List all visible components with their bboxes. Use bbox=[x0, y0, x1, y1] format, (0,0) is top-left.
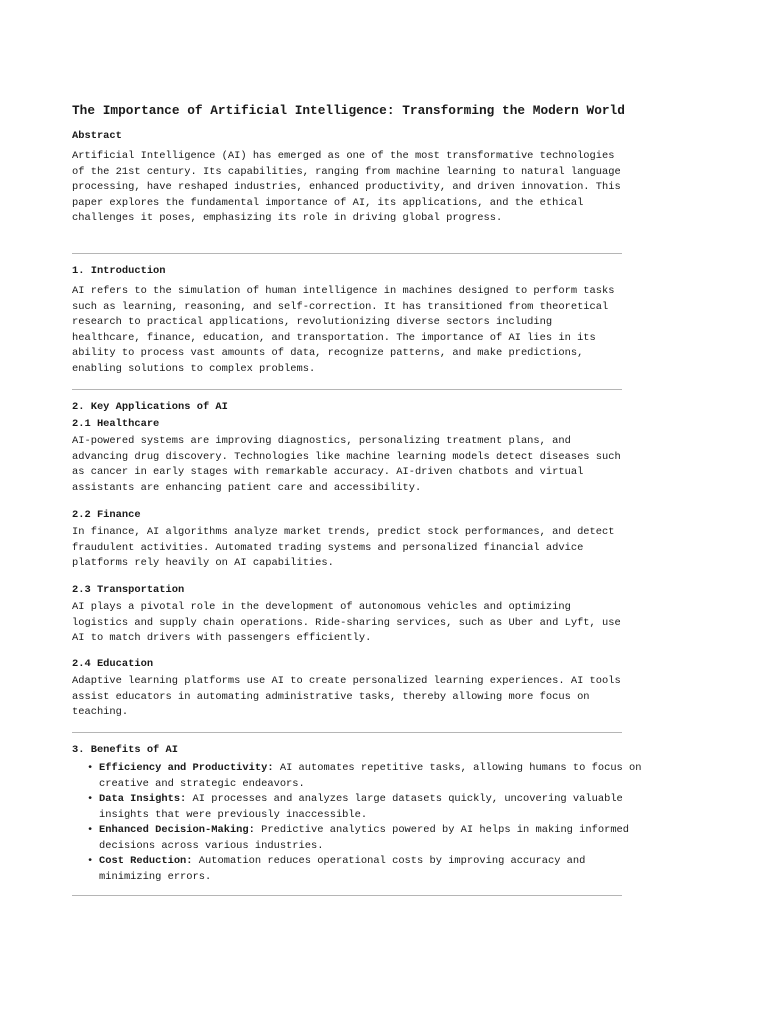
divider bbox=[72, 895, 622, 896]
list-item bbox=[87, 792, 651, 823]
bullet-icon: • bbox=[87, 793, 94, 805]
healthcare-heading: 2.1 Healthcare bbox=[72, 418, 160, 430]
abstract-text: Artificial Intelligence (AI) has emerged as one of the most transformative technologies of the 21st century. Its capabilities, ranging from machine learning to natural language processing, have reshaped industries, enhanced productivity, and driven innovation. This paper explores the fundamental importance of AI, its applications, and the ethical challenges it poses, emphasizing its role in driving global progress. bbox=[72, 150, 621, 224]
list-item bbox=[87, 823, 651, 854]
benefits-heading: 3. Benefits of AI bbox=[72, 744, 179, 756]
list-item-label: Efficiency and Productivity: bbox=[99, 762, 274, 774]
education-heading: 2.4 Education bbox=[72, 658, 154, 670]
list-item-text: AI processes and analyzes large datasets quickly, uncovering valuable insights that were previously inaccessible. bbox=[99, 793, 623, 821]
list-item-label: Cost Reduction: bbox=[99, 855, 193, 867]
divider bbox=[72, 732, 622, 733]
applications-heading: 2. Key Applications of AI bbox=[72, 401, 228, 413]
bullet-icon: • bbox=[87, 855, 94, 867]
list-item-text: AI automates repetitive tasks, allowing humans to focus on creative and strategic endeavors. bbox=[99, 762, 642, 790]
transportation-text: AI plays a pivotal role in the development of autonomous vehicles and optimizing logistics and supply chain operations. Ride-sharing services, such as Uber and Lyft, use AI to match drivers with passengers efficiently. bbox=[72, 601, 621, 644]
bullet-icon: • bbox=[87, 824, 94, 836]
finance-heading: 2.2 Finance bbox=[72, 509, 141, 521]
abstract-heading: Abstract bbox=[72, 130, 122, 142]
divider bbox=[72, 253, 622, 254]
transportation-heading: 2.3 Transportation bbox=[72, 584, 185, 596]
list-item-text: Predictive analytics powered by AI helps in making informed decisions across various industries. bbox=[99, 824, 630, 852]
document-title: The Importance of Artificial Intelligence: Transforming the Modern World bbox=[72, 103, 625, 118]
bullet-icon: • bbox=[87, 762, 94, 774]
list-item bbox=[87, 854, 651, 885]
list-item-label: Data Insights: bbox=[99, 793, 187, 805]
introduction-heading: 1. Introduction bbox=[72, 265, 166, 277]
healthcare-text: AI-powered systems are improving diagnostics, personalizing treatment plans, and advancing drug discovery. Technologies like machine learning models detect diseases such as cancer in early stages with remarkable accuracy. AI-driven chatbots and virtual assistants are enhancing patient care and accessibility. bbox=[72, 435, 621, 494]
benefits-list bbox=[72, 761, 651, 885]
education-text: Adaptive learning platforms use AI to create personalized learning experiences. AI tools assist educators in automating administrative tasks, thereby allowing more focus on teaching. bbox=[72, 675, 621, 718]
list-item bbox=[87, 761, 651, 792]
introduction-text: AI refers to the simulation of human intelligence in machines designed to perform tasks such as learning, reasoning, and self-correction. It has transitioned from theoretical research to practical applications, revolutionizing diverse sectors including healthcare, finance, education, and transportation. The importance of AI lies in its ability to process vast amounts of data, recognize patterns, and make predictions, enabling solutions to complex problems. bbox=[72, 285, 615, 375]
divider bbox=[72, 389, 622, 390]
list-item-text: Automation reduces operational costs by improving accuracy and minimizing errors. bbox=[99, 855, 586, 883]
finance-text: In finance, AI algorithms analyze market trends, predict stock performances, and detect fraudulent activities. Automated trading systems and personalized financial advice platforms rely heavily on AI capabilities. bbox=[72, 526, 615, 569]
list-item-label: Enhanced Decision-Making: bbox=[99, 824, 255, 836]
